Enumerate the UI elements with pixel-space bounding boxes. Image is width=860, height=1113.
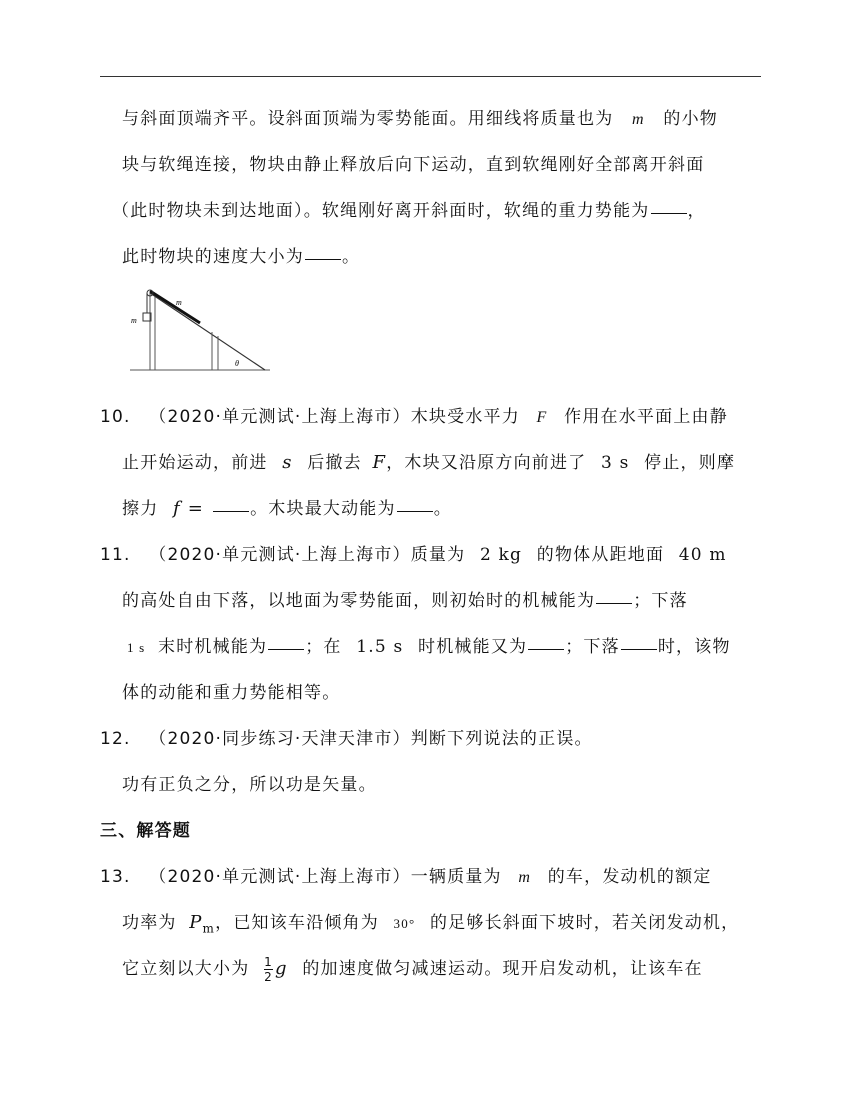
value-2kg: 2 kg [479,545,523,565]
text: 它立刻以大小为 [122,959,250,979]
q9-line-1 [122,104,718,129]
var-P: P [189,912,203,933]
text: 的足够长斜面下坡时，若关闭发动机， [429,913,740,933]
value-40m: 40 m [678,545,727,565]
q11-line-2 [122,586,688,611]
q9-line-2 [122,150,704,175]
text: 。 [433,499,452,519]
text: （2020·单元测试·上海上海市）一辆质量为 [149,867,502,887]
fraction-denominator: 2 [264,969,273,984]
q13-line-3 [122,954,703,983]
question-number: 10. [100,407,131,427]
label-m-rope: m [176,298,182,307]
incline-surface [150,293,265,370]
text: ；下落 [565,637,620,657]
question-number: 12. [100,729,131,749]
text: 时机械能又为 [418,637,528,657]
value-30deg: 30° [393,916,416,931]
text: （2020·单元测试·上海上海市）木块受水平力 [149,407,520,427]
text: ；下落 [633,591,688,611]
answer-blank[interactable] [596,602,632,604]
text: 的车，发动机的额定 [547,867,712,887]
text: 与斜面顶端齐平。设斜面顶端为零势能面。用细线将质量也为 [122,109,614,129]
text: ，已知该车沿倾角为 [215,913,379,933]
var-m: m [632,111,645,128]
q9-line-3 [112,196,706,221]
q9-line-4 [122,242,360,267]
q10-line-1 [100,402,728,427]
fraction-numerator: 1 [264,954,273,969]
q10-line-2 [122,448,735,473]
var-s: s [282,452,293,473]
text: 的高处自由下落，以地面为零势能面，则初始时的机械能为 [122,591,596,611]
text: 。木块最大动能为 [250,499,396,519]
text: 的小物 [663,109,718,129]
text: 擦力 [122,499,159,519]
subscript-m: m [202,921,216,936]
fraction-half [264,956,273,983]
section-heading [100,816,191,841]
var-f: f = [173,498,205,519]
text: （2020·单元测试·上海上海市）质量为 [149,545,466,565]
text: ， [687,201,706,221]
var-F: F [372,452,387,473]
q12-line-1 [100,724,593,749]
answer-blank[interactable] [621,648,657,650]
text: （此时物块未到达地面）。软绳刚好离开斜面时，软绳的重力势能为 [112,201,650,221]
text: ，木块又沿原方向前进了 [386,453,587,473]
label-theta: θ [235,359,239,368]
text: 块与软绳连接，物块由静止释放后向下运动，直到软绳刚好全部离开斜面 [122,155,705,175]
text: 的物体从距地面 [536,545,665,565]
q11-line-4 [122,678,340,703]
q10-line-3 [122,494,452,519]
answer-blank[interactable] [528,648,564,650]
rope [150,291,200,323]
value-3s: 3 s [601,453,630,473]
text: 停止，则摩 [644,453,736,473]
text: 时，该物 [657,637,731,657]
q11-line-3 [127,632,731,657]
question-number: 13. [100,867,131,887]
var-m: m [518,869,532,886]
question-number: 11. [100,545,131,565]
text: 止开始运动，前进 [122,453,268,473]
answer-blank[interactable] [213,510,249,512]
text: 。 [342,247,361,267]
text: 的加速度做匀减速运动。现开启发动机，让该车在 [302,959,703,979]
text: 此时物块的速度大小为 [122,247,304,267]
q12-line-2 [122,770,377,795]
q13-line-1 [100,862,712,887]
incline-figure [130,285,270,375]
text: 功有正负之分，所以功是矢量。 [122,775,377,795]
text: ；在 [305,637,342,657]
section-title: 三、解答题 [100,821,191,841]
text: 体的动能和重力势能相等。 [122,683,341,703]
text: 作用在水平面上由静 [564,407,728,427]
text: 末时机械能为 [158,637,268,657]
q13-line-2 [122,908,739,935]
var-F: F [536,409,548,426]
answer-blank[interactable] [651,212,687,214]
text: 功率为 [122,913,177,933]
q11-line-1 [100,540,727,565]
value-1.5s: 1.5 s [356,637,404,657]
answer-blank[interactable] [397,510,433,512]
answer-blank[interactable] [268,648,304,650]
var-g: g [275,958,288,979]
text: （2020·同步练习·天津天津市）判断下列说法的正误。 [149,729,593,749]
answer-blank[interactable] [305,258,341,260]
header-rule [100,76,761,77]
label-m-hanging: m [131,316,137,325]
text: 后撤去 [307,453,362,473]
value-1s: 1 s [127,640,146,655]
